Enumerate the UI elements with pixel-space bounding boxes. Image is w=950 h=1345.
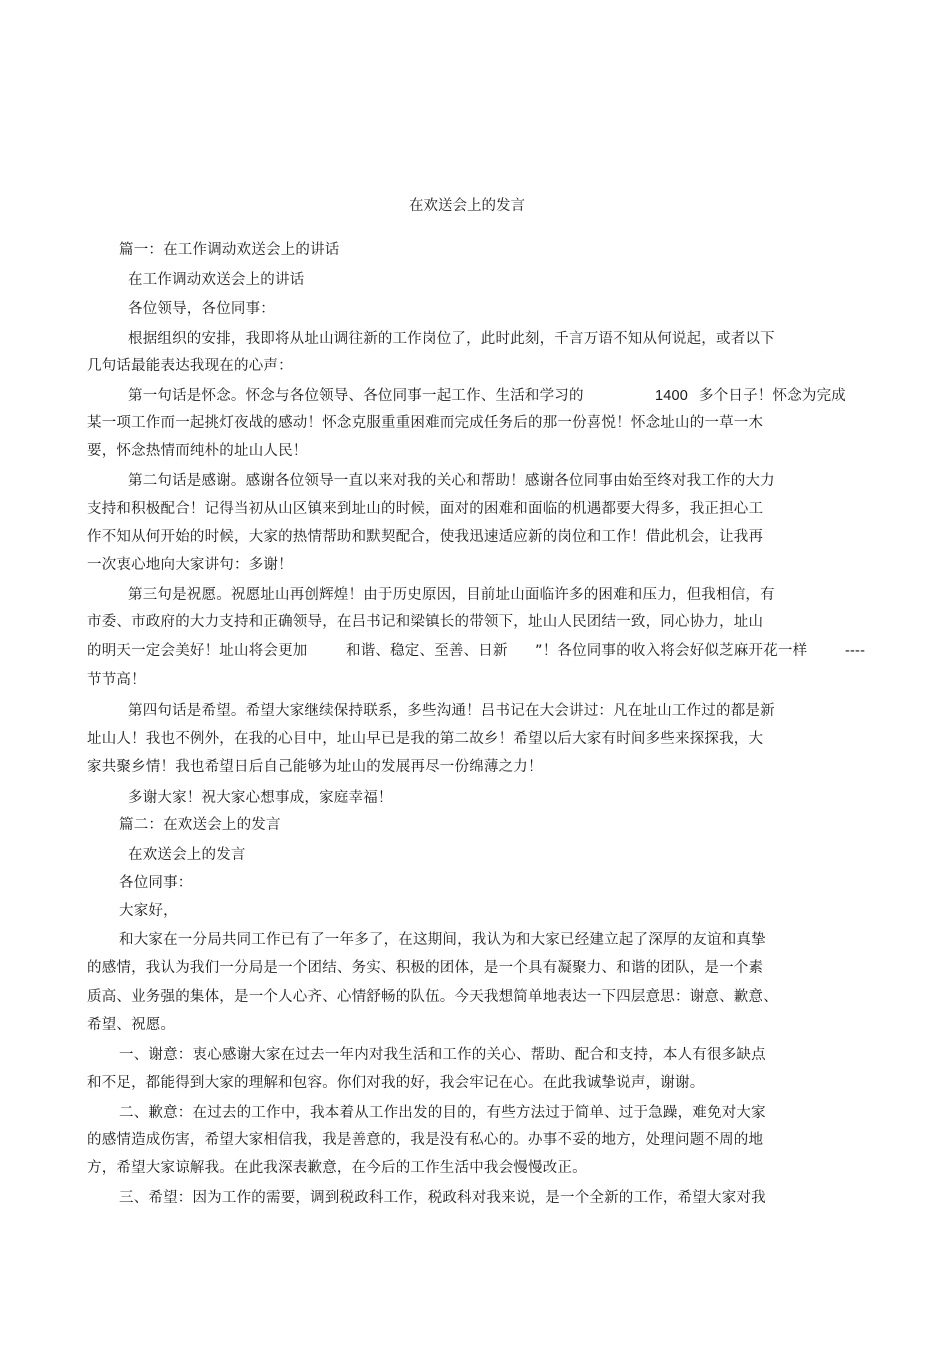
- paragraph-line: 根据组织的安排，我即将从址山调往新的工作岗位了，此时此刻，千言万语不知从何说起，或者以下: [128, 331, 775, 347]
- paragraph-line-group: [0, 641, 950, 661]
- paragraph-line: 市委、市政府的大力支持和正确领导，在吕书记和梁镇长的带领下，址山人民团结一致，同心协力，址山: [87, 614, 764, 630]
- paragraph-line: 的感情造成伤害，希望大家相信我，我是善意的，我是没有私心的。办事不妥的地方，处理问题不周的地: [87, 1132, 764, 1148]
- paragraph-line: 第三句是祝愿。祝愿址山再创辉煌！由于历史原因，目前址山面临许多的困难和压力，但我相信，有: [128, 587, 775, 603]
- paragraph-line: 一次衷心地向大家讲句：多谢！: [87, 557, 293, 573]
- paragraph-line: 第四句话是希望。希望大家继续保持联系，多些沟通！吕书记在大会讲过：凡在址山工作过的都是新: [128, 703, 775, 719]
- text-segment: ”！各位同事的收入将会好似芝麻开花一样: [535, 643, 808, 659]
- number-segment: 1400: [655, 388, 689, 404]
- section-heading-2: 篇二：在欢送会上的发言: [119, 817, 281, 833]
- closing-line-1: 多谢大家！祝大家心想事成，家庭幸福！: [128, 790, 393, 806]
- paragraph-line: 和不足，都能得到大家的理解和包容。你们对我的好，我会牢记在心。在此我诚挚说声，谢谢。: [87, 1075, 705, 1091]
- text-segment: 的明天一定会美好！址山将会更加: [87, 643, 308, 659]
- paragraph-line: 方，希望大家谅解我。在此我深表歉意，在今后的工作生活中我会慢慢改正。: [87, 1160, 587, 1176]
- paragraph-line: 一、谢意：衷心感谢大家在过去一年内对我生活和工作的关心、帮助、配合和支持，本人有很多缺点: [119, 1047, 766, 1063]
- section-heading-1: 篇一：在工作调动欢送会上的讲话: [119, 242, 340, 258]
- paragraph-line: 几句话最能表达我现在的心声：: [87, 358, 293, 374]
- speech-title-1: 在工作调动欢送会上的讲话: [128, 272, 305, 288]
- paragraph-line: 要，怀念热情而纯朴的址山人民！: [87, 443, 308, 459]
- text-segment: 和谐、稳定、至善、日新: [346, 643, 508, 659]
- paragraph-line: 节节高！: [87, 672, 146, 688]
- paragraph-line: 某一项工作而一起挑灯夜战的感动！怀念克服重重困难而完成任务后的那一份喜悦！怀念址山的一草一木: [87, 415, 764, 431]
- salutation-1: 各位领导，各位同事：: [128, 301, 275, 317]
- paragraph-line: 质高、业务强的集体，是一个人心齐、心情舒畅的队伍。今天我想简单地表达一下四层意思：谢意、歉意、: [87, 989, 778, 1005]
- paragraph-line: 二、歉意：在过去的工作中，我本着从工作出发的目的，有些方法过于简单、过于急躁，难免对大家: [119, 1105, 766, 1121]
- dash-segment: ----: [845, 643, 866, 659]
- paragraph-line: 和大家在一分局共同工作已有了一年多了，在这期间，我认为和大家已经建立起了深厚的友谊和真挚: [119, 932, 766, 948]
- paragraph-line: 作不知从何开始的时候，大家的热情帮助和默契配合，使我迅速适应新的岗位和工作！借此机会，让我再: [87, 529, 764, 545]
- paragraph-line: 希望、祝愿。: [87, 1017, 176, 1033]
- text-segment: 多个日子！怀念为完成: [699, 388, 846, 404]
- paragraph-line: 第二句话是感谢。感谢各位领导一直以来对我的关心和帮助！感谢各位同事由始至终对我工作的大力: [128, 473, 775, 489]
- text-segment: 第一句话是怀念。怀念与各位领导、各位同事一起工作、生活和学习的: [128, 388, 584, 404]
- speech-title-2: 在欢送会上的发言: [128, 847, 246, 863]
- paragraph-line: 的感情，我认为我们一分局是一个团结、务实、积极的团体，是一个具有凝聚力、和谐的团队，是一个素: [87, 960, 764, 976]
- paragraph-line: 址山人！我也不例外，在我的心目中，址山早已是我的第二故乡！希望以后大家有时间多些来探探我，大: [87, 731, 764, 747]
- salutation-2: 各位同事：: [119, 875, 193, 891]
- paragraph-line: 支持和积极配合！记得当初从山区镇来到址山的时候，面对的困难和面临的机遇都要大得多，我正担心工: [87, 501, 764, 517]
- paragraph-line: 家共聚乡情！我也希望日后自己能够为址山的发展再尽一份绵薄之力！: [87, 759, 543, 775]
- paragraph-line-group: [0, 386, 950, 406]
- document-title: 在欢送会上的发言: [409, 198, 525, 214]
- paragraph-line: 三、希望：因为工作的需要，调到税政科工作，税政科对我来说，是一个全新的工作，希望大家对我: [119, 1190, 766, 1206]
- greeting: 大家好，: [119, 903, 178, 919]
